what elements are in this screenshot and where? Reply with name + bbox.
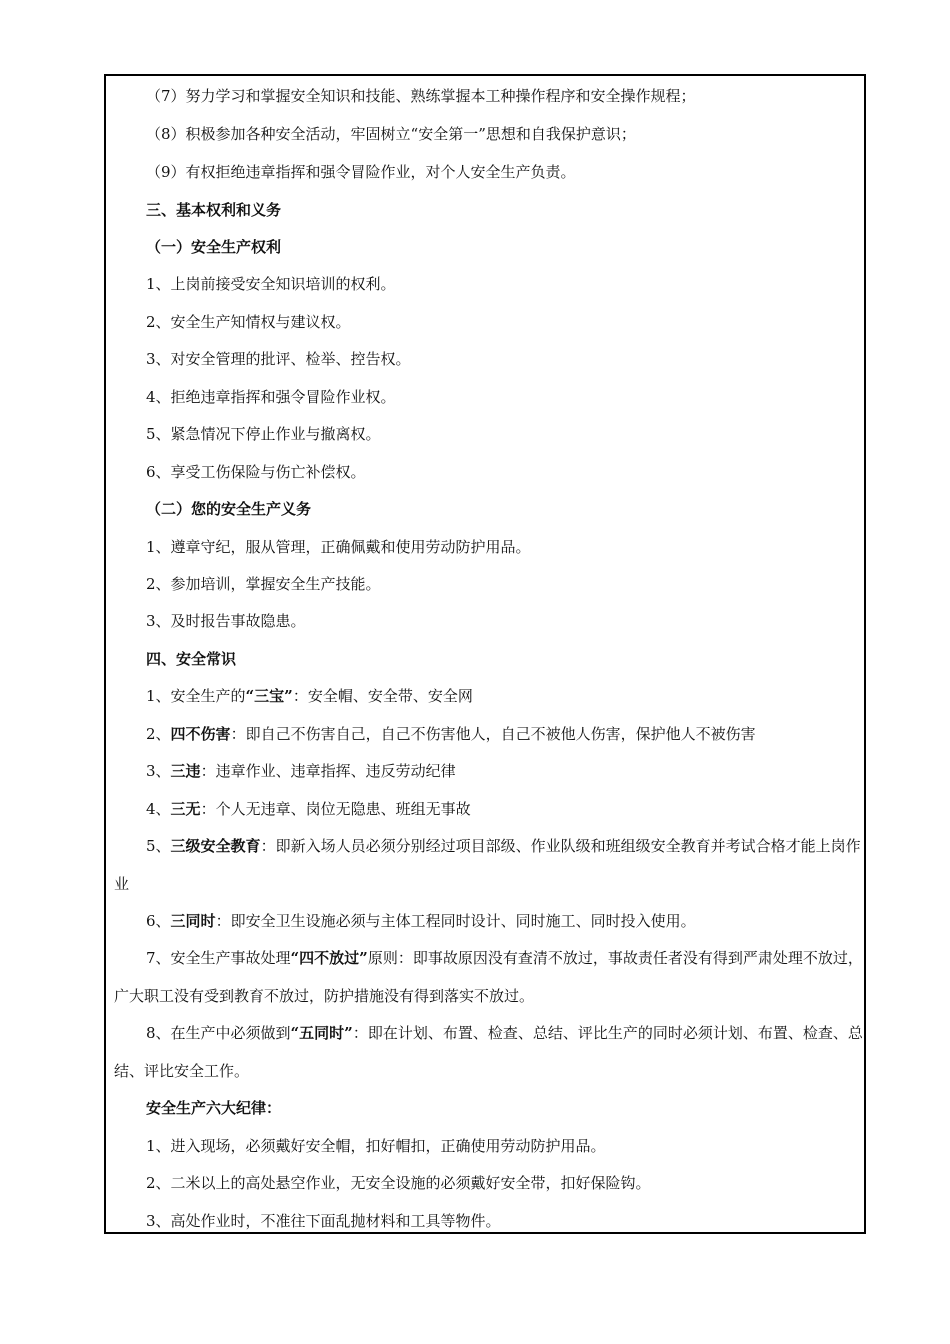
knowledge-item-6-term: 三同时 xyxy=(170,912,216,930)
knowledge-item-2 xyxy=(106,724,756,744)
knowledge-item-2-term: 四不伤害 xyxy=(170,725,231,743)
knowledge-item-8 xyxy=(106,1014,866,1090)
obligations-heading: （二）您的安全生产义务 xyxy=(146,500,312,518)
knowledge-item-5-text: ：即新入场人员必须分别经过项目部级、作业队级和班组级安全教育并考试合格才能上岗作业 xyxy=(114,837,861,893)
knowledge-item-1 xyxy=(106,686,473,706)
knowledge-item-8-text: ：即在计划、布置、检查、总结、评比生产的同时必须计划、布置、检查、总结、评比安全工作。 xyxy=(114,1024,863,1080)
right-item-5: 5、紧急情况下停止作业与撤离权。 xyxy=(146,425,381,443)
knowledge-item-3-text: ：违章作业、违章指挥、违反劳动纪律 xyxy=(200,762,456,780)
knowledge-item-5-term: 三级安全教育 xyxy=(170,837,261,855)
right-item-4: 4、拒绝违章指挥和强令冒险作业权。 xyxy=(146,388,396,406)
right-item-2: 2、安全生产知情权与建议权。 xyxy=(146,313,351,331)
right-item-1: 1、上岗前接受安全知识培训的权利。 xyxy=(146,275,396,293)
knowledge-item-3-term: 三违 xyxy=(170,762,201,780)
knowledge-item-2-prefix: 2、 xyxy=(146,725,171,743)
knowledge-item-7-text: 原则：即事故原因没有查清不放过，事故责任者没有得到严肃处理不放过，广大职工没有受到教育不放过，防护措施没有得到落实不放过。 xyxy=(114,949,863,1005)
knowledge-item-2-text: ：即自己不伤害自己，自己不伤害他人，自己不被他人伤害，保护他人不被伤害 xyxy=(230,725,756,743)
obligation-item-2: 2、参加培训，掌握安全生产技能。 xyxy=(146,575,381,593)
knowledge-item-1-text: ：安全帽、安全带、安全网 xyxy=(292,687,473,705)
knowledge-item-4-prefix: 4、 xyxy=(146,800,171,818)
knowledge-item-6-text: ：即安全卫生设施必须与主体工程同时设计、同时施工、同时投入使用。 xyxy=(215,912,696,930)
right-item-6: 6、享受工伤保险与伤亡补偿权。 xyxy=(146,463,366,481)
knowledge-item-4-term: 三无 xyxy=(170,800,201,818)
knowledge-item-5 xyxy=(106,827,866,903)
knowledge-item-4 xyxy=(106,799,471,819)
knowledge-item-8-term: “五同时” xyxy=(290,1024,353,1042)
right-item-3: 3、对安全管理的批评、检举、控告权。 xyxy=(146,350,411,368)
discipline-item-3: 3、高处作业时，不准往下面乱抛材料和工具等物件。 xyxy=(146,1212,501,1230)
discipline-item-1: 1、进入现场，必须戴好安全帽，扣好帽扣，正确使用劳动防护用品。 xyxy=(146,1137,606,1155)
knowledge-item-6 xyxy=(106,911,696,931)
knowledge-item-1-term: “三宝” xyxy=(245,687,293,705)
knowledge-item-5-prefix: 5、 xyxy=(146,837,171,855)
section4-heading: 四、安全常识 xyxy=(146,650,237,668)
knowledge-item-7-term: “四不放过” xyxy=(290,949,368,967)
discipline-item-2: 2、二米以上的高处悬空作业，无安全设施的必须戴好安全带，扣好保险钩。 xyxy=(146,1174,651,1192)
knowledge-item-4-text: ：个人无违章、岗位无隐患、班组无事故 xyxy=(200,800,471,818)
content-frame xyxy=(104,74,866,1234)
discipline-heading: 安全生产六大纪律： xyxy=(146,1099,282,1117)
rights-heading: （一）安全生产权利 xyxy=(146,238,282,256)
knowledge-item-3-prefix: 3、 xyxy=(146,762,171,780)
knowledge-item-7-prefix: 7、安全生产事故处理 xyxy=(146,949,291,967)
knowledge-item-1-prefix: 1、安全生产的 xyxy=(146,687,246,705)
obligation-item-1: 1、遵章守纪，服从管理，正确佩戴和使用劳动防护用品。 xyxy=(146,538,531,556)
knowledge-item-3 xyxy=(106,761,456,781)
knowledge-item-6-prefix: 6、 xyxy=(146,912,171,930)
knowledge-item-7 xyxy=(106,939,866,1015)
obligation-item-3: 3、及时报告事故隐患。 xyxy=(146,612,306,630)
duty-item-8: （8）积极参加各种安全活动，牢固树立“安全第一”思想和自我保护意识； xyxy=(146,125,636,143)
duty-item-7: （7）努力学习和掌握安全知识和技能、熟练掌握本工种操作程序和安全操作规程； xyxy=(146,87,696,105)
duty-item-9: （9）有权拒绝违章指挥和强令冒险作业，对个人安全生产负责。 xyxy=(146,163,576,181)
knowledge-item-8-prefix: 8、在生产中必须做到 xyxy=(146,1024,291,1042)
section3-heading: 三、基本权利和义务 xyxy=(146,201,282,219)
